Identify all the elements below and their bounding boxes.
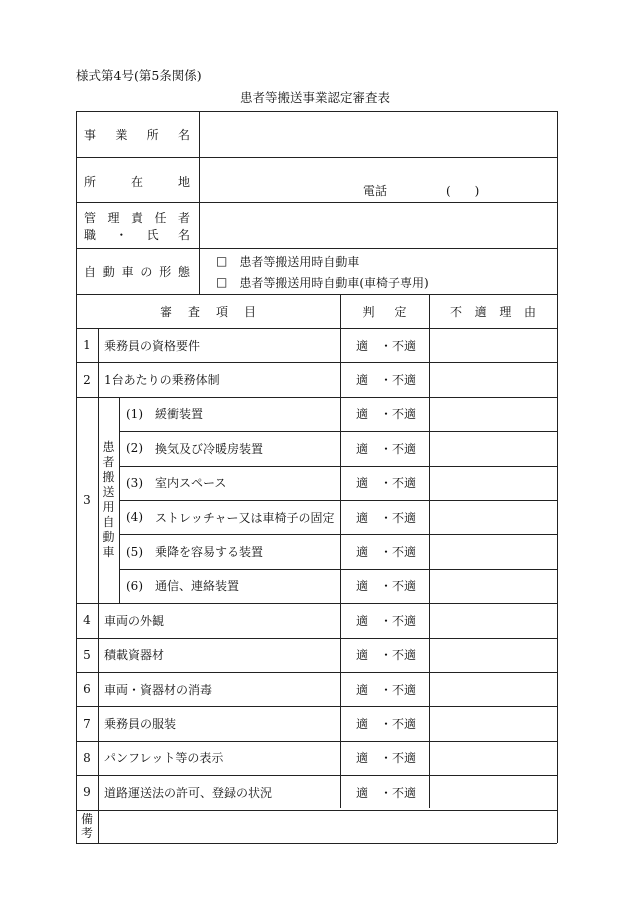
reason-input[interactable] (430, 501, 556, 533)
judgment-fail[interactable]: ・不適 (380, 407, 417, 422)
judgment-pass[interactable]: 適 (356, 579, 369, 594)
judgment-fail[interactable]: ・不適 (380, 785, 417, 800)
business-name-value[interactable] (200, 112, 556, 156)
vehicle-option-label: 患者等搬送用時自動車 (239, 254, 360, 269)
spaced-label: 不 適 理 由 (450, 304, 536, 319)
review-item-label: 積載資器材 (104, 648, 165, 663)
judgment-fail[interactable]: ・不適 (380, 613, 417, 628)
judgment-fail[interactable]: ・不適 (380, 510, 417, 525)
judgment-options[interactable] (340, 431, 429, 465)
judgment-options[interactable] (340, 706, 429, 740)
review-item-label: 車両・資器材の消毒 (104, 682, 213, 697)
checkbox-icon[interactable]: □ (216, 275, 228, 289)
phone-parens: ( ) (446, 183, 480, 198)
reason-input[interactable] (430, 673, 556, 705)
judgment-fail[interactable]: ・不適 (380, 751, 417, 766)
remarks-input[interactable] (99, 811, 556, 842)
sub-item (126, 466, 339, 500)
sub-item-number: (2) (126, 441, 143, 456)
sub-item-label: 室内スペース (155, 476, 227, 491)
row-number: 2 (83, 372, 91, 387)
table-rule (557, 111, 558, 843)
judgment-options[interactable] (340, 466, 429, 500)
sub-item (126, 534, 339, 568)
phone-label: 電話 (363, 183, 388, 198)
review-item-label: パンフレット等の表示 (104, 751, 224, 766)
judgment-fail[interactable]: ・不適 (380, 682, 417, 697)
reason-input[interactable] (430, 329, 556, 361)
row-number: 1 (83, 338, 91, 353)
review-item-label: 車両の外観 (104, 613, 165, 628)
review-item-label: 1台あたりの乗務体制 (104, 373, 220, 388)
judgment-options[interactable] (340, 638, 429, 672)
row-number: 5 (83, 647, 91, 662)
row-number: 3 (83, 492, 91, 507)
judgment-pass[interactable]: 適 (356, 785, 369, 800)
table-rule (98, 603, 99, 637)
table-rule (98, 328, 99, 362)
row-number: 7 (83, 716, 91, 731)
judgment-options[interactable] (340, 775, 429, 809)
review-item-label: 乗務員の服装 (104, 717, 177, 732)
table-rule (98, 638, 99, 672)
judgment-pass[interactable]: 適 (356, 648, 369, 663)
judgment-options[interactable] (340, 741, 429, 775)
table-rule (98, 672, 99, 706)
checkbox-icon[interactable]: □ (216, 254, 228, 268)
judgment-pass[interactable]: 適 (356, 338, 369, 353)
manager-value[interactable] (200, 203, 556, 247)
review-item-label: 道路運送法の許可、登録の状況 (104, 785, 273, 800)
sub-item-number: (3) (126, 475, 143, 490)
spaced-label: 自 動 車 の 形 態 (84, 264, 190, 279)
judgment-fail[interactable]: ・不適 (380, 338, 417, 353)
sub-item-number: (5) (126, 544, 143, 559)
judgment-options[interactable] (340, 362, 429, 396)
form-number-label: 様式第4号(第5条関係) (76, 68, 202, 83)
judgment-fail[interactable]: ・不適 (380, 579, 417, 594)
judgment-pass[interactable]: 適 (356, 373, 369, 388)
vehicle-option[interactable] (216, 251, 359, 271)
judgment-options[interactable] (340, 603, 429, 637)
reason-input[interactable] (430, 742, 556, 774)
remarks-label: 備 考 (80, 812, 93, 841)
row-number: 9 (83, 785, 91, 800)
vehicle-form-label (84, 248, 196, 294)
judgment-fail[interactable]: ・不適 (380, 545, 417, 560)
judgment-pass[interactable]: 適 (356, 510, 369, 525)
judgment-fail[interactable]: ・不適 (380, 441, 417, 456)
judgment-pass[interactable]: 適 (356, 407, 369, 422)
form-title: 患者等搬送事業認定審査表 (239, 90, 390, 105)
table-rule (98, 362, 99, 396)
judgment-pass[interactable]: 適 (356, 717, 369, 732)
judgment-pass[interactable]: 適 (356, 682, 369, 697)
vehicle-option-label: 患者等搬送用時自動車(車椅子専用) (239, 275, 429, 290)
row-number: 8 (83, 750, 91, 765)
sub-item (126, 569, 339, 603)
sub-item (126, 431, 339, 465)
spaced-label: 事 業 所 名 (84, 127, 190, 142)
sub-item-number: (1) (126, 406, 143, 421)
reason-input[interactable] (430, 467, 556, 499)
table-rule (98, 741, 99, 775)
business-name-label (84, 111, 196, 157)
judgment-pass[interactable]: 適 (356, 476, 369, 491)
table-rule (76, 843, 557, 844)
reason-input[interactable] (430, 432, 556, 464)
reason-input[interactable] (430, 776, 556, 808)
judgment-fail[interactable]: ・不適 (380, 717, 417, 732)
sub-item (126, 500, 339, 534)
sub-item-number: (4) (126, 510, 143, 525)
judgment-options[interactable] (340, 569, 429, 603)
judgment-options[interactable] (340, 534, 429, 568)
judgment-pass[interactable]: 適 (356, 613, 369, 628)
judgment-fail[interactable]: ・不適 (380, 648, 417, 663)
manager-label-line1 (84, 208, 196, 226)
reason-input[interactable] (430, 707, 556, 739)
reason-input[interactable] (430, 604, 556, 636)
sub-item-label: 通信、連絡装置 (155, 579, 240, 594)
spaced-label: 職 ・ 氏 名 (84, 227, 190, 242)
spaced-label: 判 定 (362, 304, 407, 319)
spaced-label: 管 理 責 任 者 (84, 210, 190, 225)
sub-item (126, 397, 339, 431)
judgment-options[interactable] (340, 500, 429, 534)
sub-item-label: 換気及び冷暖房装置 (155, 441, 264, 456)
header-reason (429, 294, 557, 328)
judgment-fail[interactable]: ・不適 (380, 373, 417, 388)
judgment-pass[interactable]: 適 (356, 441, 369, 456)
header-judgment (340, 294, 429, 328)
sub-item-label: 緩衝装置 (155, 407, 204, 422)
judgment-pass[interactable]: 適 (356, 751, 369, 766)
row-number: 4 (83, 613, 91, 628)
spaced-label: 審 査 項 目 (160, 304, 256, 319)
reason-input[interactable] (430, 639, 556, 671)
sub-item-label: 乗降を容易する装置 (155, 545, 264, 560)
spaced-label: 所 在 地 (84, 175, 190, 189)
table-rule (98, 775, 99, 809)
manager-label-line2 (84, 225, 196, 243)
reason-input[interactable] (430, 570, 556, 602)
table-rule (98, 706, 99, 740)
judgment-options[interactable] (340, 672, 429, 706)
vehicle-group-label: 患 者 搬 送 用 自 動 車 (102, 439, 115, 559)
review-item-label: 乗務員の資格要件 (104, 338, 201, 353)
judgment-options[interactable] (340, 328, 429, 362)
judgment-fail[interactable]: ・不適 (380, 476, 417, 491)
header-item (76, 294, 340, 328)
reason-input[interactable] (430, 535, 556, 567)
vehicle-option[interactable] (216, 272, 429, 292)
location-label (84, 157, 196, 202)
reason-input[interactable] (430, 398, 556, 430)
judgment-options[interactable] (340, 397, 429, 431)
sub-item-label: ストレッチャー又は車椅子の固定 (155, 510, 335, 525)
reason-input[interactable] (430, 363, 556, 395)
judgment-pass[interactable]: 適 (356, 545, 369, 560)
sub-item-number: (6) (126, 578, 143, 593)
row-number: 6 (83, 682, 91, 697)
